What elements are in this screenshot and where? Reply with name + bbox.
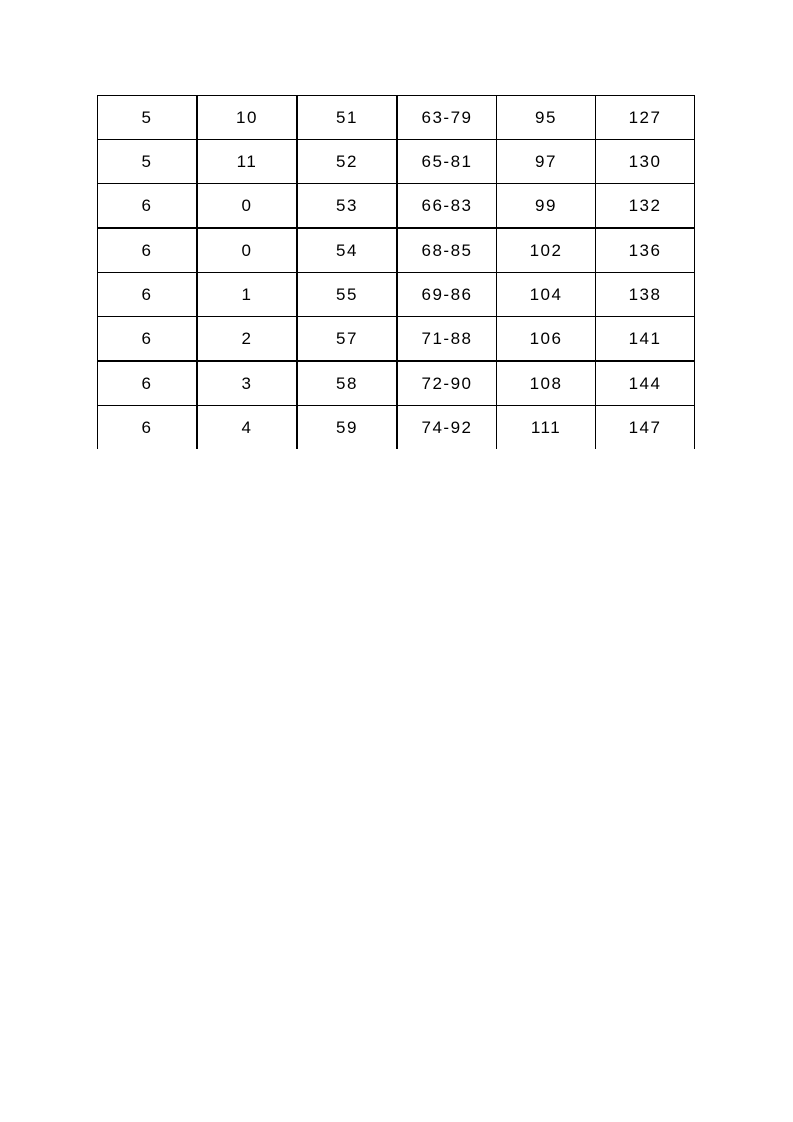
table-cell: 71-88 <box>397 317 497 362</box>
table-cell: 5 <box>98 140 198 184</box>
table-cell: 132 <box>596 184 695 229</box>
table-row <box>98 140 695 184</box>
table-cell: 0 <box>197 184 297 229</box>
table-cell: 74-92 <box>397 406 497 450</box>
data-table <box>97 95 695 449</box>
table-cell: 104 <box>497 273 596 317</box>
table-cell: 95 <box>497 96 596 140</box>
table-cell: 6 <box>98 228 198 273</box>
table-cell: 68-85 <box>397 228 497 273</box>
table-cell: 99 <box>497 184 596 229</box>
table-cell: 69-86 <box>397 273 497 317</box>
table-row <box>98 317 695 362</box>
table-cell: 6 <box>98 406 198 450</box>
table-cell: 138 <box>596 273 695 317</box>
table-cell: 111 <box>497 406 596 450</box>
table-cell: 130 <box>596 140 695 184</box>
table-cell: 63-79 <box>397 96 497 140</box>
table-cell: 97 <box>497 140 596 184</box>
table-cell: 147 <box>596 406 695 450</box>
table-cell: 66-83 <box>397 184 497 229</box>
table-cell: 6 <box>98 184 198 229</box>
table-cell: 102 <box>497 228 596 273</box>
table-cell: 144 <box>596 361 695 406</box>
table-cell: 108 <box>497 361 596 406</box>
table-body <box>98 96 695 450</box>
table-cell: 11 <box>197 140 297 184</box>
table-cell: 1 <box>197 273 297 317</box>
table-cell: 57 <box>297 317 397 362</box>
table-row <box>98 406 695 450</box>
table-row <box>98 96 695 140</box>
table-cell: 55 <box>297 273 397 317</box>
table-cell: 65-81 <box>397 140 497 184</box>
table-cell: 127 <box>596 96 695 140</box>
table-cell: 51 <box>297 96 397 140</box>
table-cell: 2 <box>197 317 297 362</box>
table-row <box>98 361 695 406</box>
table-cell: 52 <box>297 140 397 184</box>
table-row <box>98 184 695 229</box>
table-cell: 59 <box>297 406 397 450</box>
table-cell: 54 <box>297 228 397 273</box>
table-cell: 58 <box>297 361 397 406</box>
table-cell: 6 <box>98 361 198 406</box>
table-cell: 0 <box>197 228 297 273</box>
table-row <box>98 273 695 317</box>
table-cell: 10 <box>197 96 297 140</box>
table-cell: 106 <box>497 317 596 362</box>
table-cell: 6 <box>98 273 198 317</box>
table-cell: 6 <box>98 317 198 362</box>
table-row <box>98 228 695 273</box>
table-cell: 3 <box>197 361 297 406</box>
table-cell: 136 <box>596 228 695 273</box>
table-cell: 72-90 <box>397 361 497 406</box>
table-cell: 141 <box>596 317 695 362</box>
table-cell: 53 <box>297 184 397 229</box>
table-cell: 4 <box>197 406 297 450</box>
table-cell: 5 <box>98 96 198 140</box>
